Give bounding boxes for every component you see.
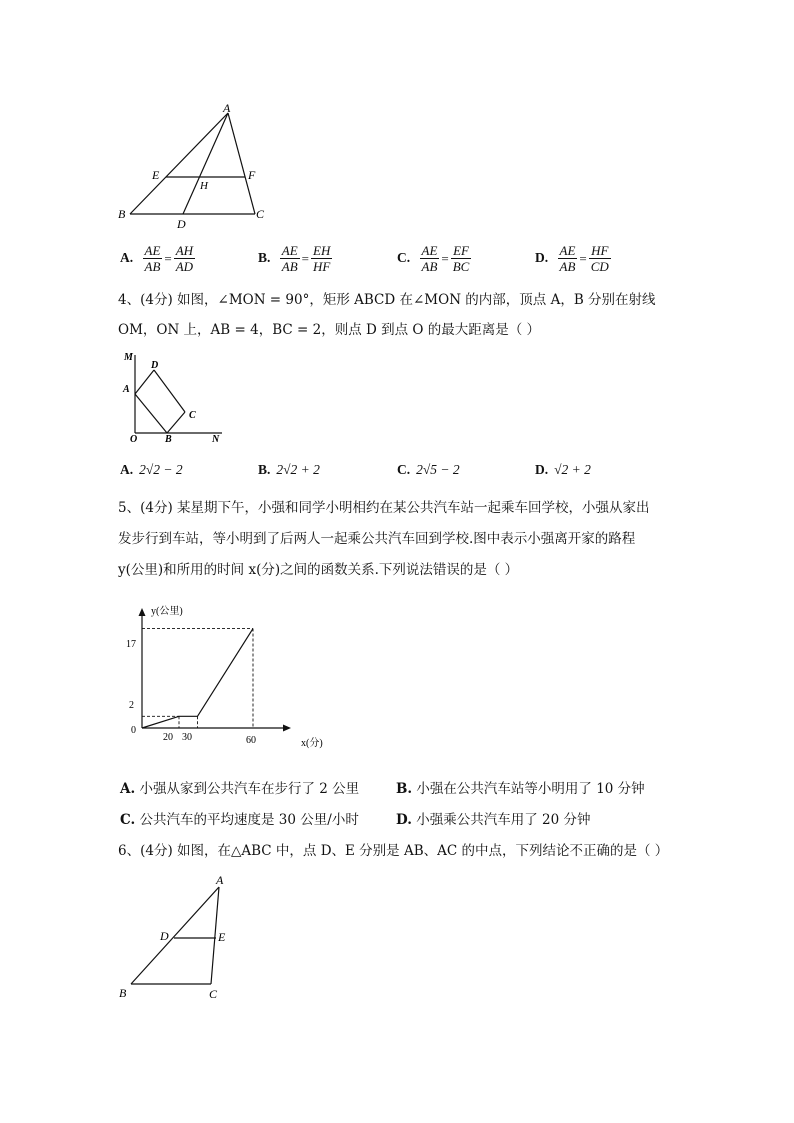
- q4-line-2: OM，ON 上，AB = 4，BC = 2，则点 D 到点 O 的最大距离是（ ）: [118, 322, 541, 338]
- x-tick-30: 30: [182, 732, 192, 743]
- label-e: E: [152, 168, 160, 182]
- label-b: B: [119, 986, 127, 1000]
- data-line: [142, 629, 253, 728]
- label-a: A: [216, 873, 224, 887]
- label-n: N: [212, 434, 220, 445]
- q4-option-d[interactable]: D. √2 + 2: [535, 462, 591, 477]
- y-tick-2: 2: [129, 700, 134, 711]
- label-d: D: [160, 929, 169, 943]
- q3-option-a[interactable]: A. $\frac{AE}{AB}$ = $\frac{AH}{AD}$: [120, 243, 194, 274]
- q5-option-c[interactable]: C. 公共汽车的平均速度是 30 公里/小时: [120, 812, 359, 828]
- q5-line-3: y(公里)和所用的时间 x(分)之间的函数关系.下列说法错误的是（ ）: [118, 562, 519, 578]
- q4-option-c[interactable]: C. 2√5 − 2: [397, 462, 460, 477]
- label-c: C: [256, 207, 265, 221]
- figure-rectangle-angle: [115, 350, 230, 445]
- label-b: B: [118, 207, 126, 221]
- label-d: D: [151, 360, 159, 371]
- label-a: A: [123, 384, 130, 395]
- q4-line-1: 4、(4分) 如图，∠MON = 90°，矩形 ABCD 在∠MON 的内部，顶点 A，B 分别在射线: [118, 292, 656, 308]
- label-f: F: [248, 168, 256, 182]
- q4-option-b[interactable]: B. 2√2 + 2: [258, 462, 320, 477]
- y-tick-0: 0: [131, 725, 136, 736]
- label-a: A: [223, 101, 231, 115]
- q5-option-a[interactable]: A. 小强从家到公共汽车在步行了 2 公里: [120, 781, 360, 797]
- q6-line-1: 6、(4分) 如图，在△ABC 中，点 D、E 分别是 AB、AC 的中点，下列结论不正确的是（ ）: [118, 843, 669, 859]
- y-axis-arrow: [139, 608, 146, 616]
- y-axis-label: y(公里): [151, 606, 183, 617]
- distance-time-graph: [115, 600, 335, 750]
- label-o: O: [130, 434, 138, 445]
- figure-triangle-midpoints: [115, 870, 235, 1005]
- q3-option-b[interactable]: B. $\frac{AE}{AB}$ = $\frac{EH}{HF}$: [258, 243, 331, 274]
- q4-option-a[interactable]: A. 2√2 − 2: [120, 462, 183, 477]
- label-c: C: [189, 410, 196, 421]
- q5-option-b[interactable]: B. 小强在公共汽车站等小明用了 10 分钟: [396, 781, 645, 797]
- label-c: C: [209, 987, 218, 1001]
- figure-triangle-efh: [110, 100, 280, 235]
- x-axis-label: x(分): [301, 738, 323, 749]
- x-tick-20: 20: [163, 732, 173, 743]
- y-tick-17: 17: [126, 639, 136, 650]
- q5-line-1: 5、(4分) 某星期下午，小强和同学小明相约在某公共汽车站一起乘车回学校，小强从家出: [118, 500, 650, 516]
- label-e: E: [218, 930, 226, 944]
- q5-line-2: 发步行到车站，等小明到了后两人一起乘公共汽车回到学校.图中表示小强离开家的路程: [118, 531, 636, 547]
- label-b: B: [165, 434, 172, 445]
- x-axis-arrow: [283, 725, 291, 732]
- q3-option-d[interactable]: D. $\frac{AE}{AB}$ = $\frac{HF}{CD}$: [535, 243, 609, 274]
- label-m: M: [124, 352, 133, 363]
- x-tick-60: 60: [246, 735, 256, 746]
- label-h: H: [200, 180, 208, 192]
- label-d: D: [177, 217, 186, 231]
- q5-option-d[interactable]: D. 小强乘公共汽车用了 20 分钟: [396, 812, 591, 828]
- q3-option-c[interactable]: C. $\frac{AE}{AB}$ = $\frac{EF}{BC}$: [397, 243, 470, 274]
